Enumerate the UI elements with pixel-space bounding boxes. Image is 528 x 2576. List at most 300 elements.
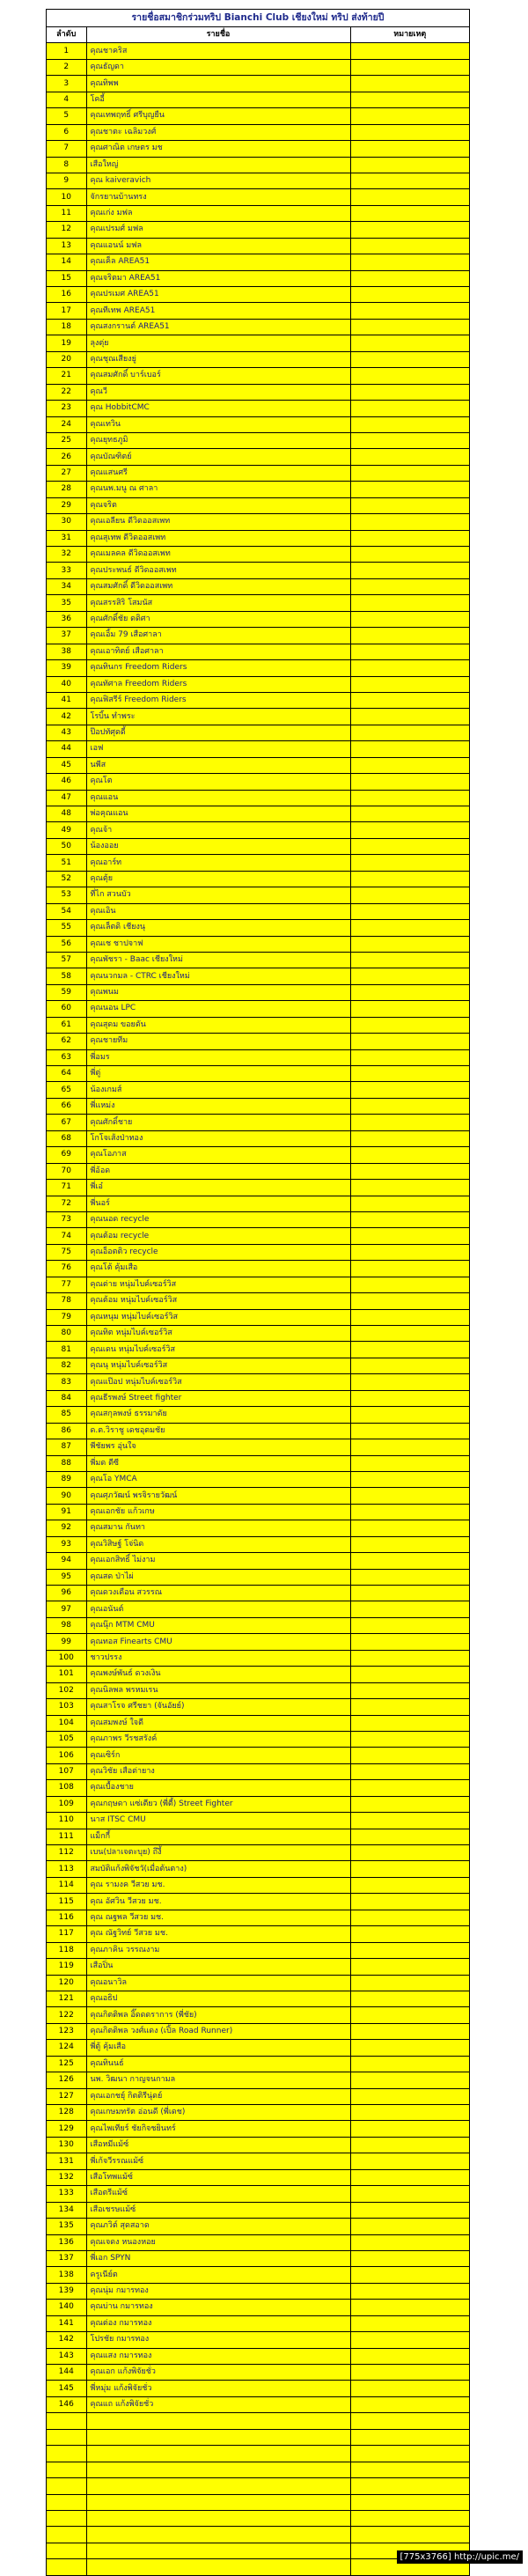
- table-row: [47, 806, 469, 822]
- member-note: [350, 1326, 469, 1342]
- member-name: คุณจริตมา AREA51: [86, 270, 350, 286]
- member-name: พี่อ้อด: [86, 1163, 350, 1179]
- member-note: [350, 368, 469, 384]
- empty-cell: [47, 2510, 86, 2526]
- row-number: 95: [47, 1569, 86, 1585]
- row-number: 43: [47, 725, 86, 740]
- member-name: คุณ ณฐพล วีสวย มช.: [86, 1910, 350, 1925]
- row-number: 55: [47, 920, 86, 936]
- member-note: [350, 1244, 469, 1260]
- table-row: [47, 1763, 469, 1779]
- table-row: [47, 1163, 469, 1179]
- table-row: [47, 1455, 469, 1471]
- table-row: [47, 43, 469, 59]
- member-name: คุณ ณัฐวิทย์ วีสวย มช.: [86, 1926, 350, 1942]
- member-name: คุณสาโรจ ศรีชยา (จันอัยย์): [86, 1699, 350, 1715]
- table-row: [47, 2283, 469, 2299]
- row-number: 66: [47, 1098, 86, 1114]
- table-row: [47, 644, 469, 659]
- member-name: คุณภวิต์ สุดสอาด: [86, 2219, 350, 2234]
- table-row: [47, 709, 469, 725]
- row-number: 104: [47, 1715, 86, 1731]
- member-note: [350, 482, 469, 497]
- table-row: [47, 416, 469, 432]
- empty-cell: [86, 2527, 350, 2543]
- member-name: คุณทีเทพ AREA51: [86, 303, 350, 319]
- row-number: 21: [47, 368, 86, 384]
- row-number: 37: [47, 628, 86, 644]
- member-name: คุณกิตติพล อิ๊ดดดราการ (พี่ชัย): [86, 2007, 350, 2023]
- row-number: 30: [47, 514, 86, 530]
- member-name: คุณทอส Finearts CMU: [86, 1634, 350, 1650]
- empty-cell: [47, 2446, 86, 2462]
- member-name: เสือใหญ่: [86, 157, 350, 173]
- row-number: 91: [47, 1504, 86, 1520]
- table-row: [47, 1261, 469, 1277]
- empty-cell: [86, 2446, 350, 2462]
- member-note: [350, 838, 469, 854]
- member-note: [350, 2300, 469, 2315]
- member-note: [350, 1829, 469, 1844]
- table-row: [47, 1667, 469, 1682]
- member-name: คุณสมาน กันทา: [86, 1520, 350, 1536]
- row-number: 36: [47, 611, 86, 627]
- member-name: เสือตรีแม้ซ์: [86, 2186, 350, 2202]
- table-row: [47, 1959, 469, 1975]
- member-note: [350, 76, 469, 92]
- table-row: [47, 2007, 469, 2023]
- member-name: คุณชายทีม: [86, 1034, 350, 1049]
- row-number: 75: [47, 1244, 86, 1260]
- table-row: [47, 1180, 469, 1196]
- member-name: คุณเปรมศ์ มฟล: [86, 222, 350, 238]
- empty-cell: [86, 2462, 350, 2477]
- member-note: [350, 514, 469, 530]
- member-note: [350, 1098, 469, 1114]
- member-note: [350, 984, 469, 1000]
- member-name: คุณแสนศรี: [86, 465, 350, 481]
- member-note: [350, 1049, 469, 1065]
- member-note: [350, 1731, 469, 1747]
- table-row: [47, 1682, 469, 1698]
- table-row: [47, 903, 469, 919]
- member-note: [350, 2007, 469, 2023]
- row-number: 124: [47, 2040, 86, 2056]
- member-note: [350, 1699, 469, 1715]
- sheet-title: รายชื่อสมาชิกร่วมทริป Bianchi Club เชียงใหม่ ทริป ส่งท้ายปี: [47, 10, 469, 27]
- member-name: น้องออย: [86, 838, 350, 854]
- member-note: [350, 790, 469, 806]
- member-note: [350, 335, 469, 351]
- table-row: [47, 384, 469, 400]
- member-name: คุณโต: [86, 774, 350, 790]
- table-row: [47, 1617, 469, 1633]
- table-row: [47, 124, 469, 140]
- row-number: 74: [47, 1228, 86, 1244]
- member-note: [350, 2219, 469, 2234]
- member-name: คุณเอกสิทธิ์ ไม่งาม: [86, 1553, 350, 1569]
- table-row: [47, 2300, 469, 2315]
- member-name: นพีส: [86, 757, 350, 773]
- table-row: [47, 676, 469, 692]
- member-name: คุณดวงเดือน สวรรณ: [86, 1586, 350, 1601]
- row-number: 69: [47, 1147, 86, 1163]
- member-name: คุณบัณฑิตย์: [86, 449, 350, 465]
- table-row: [47, 2088, 469, 2104]
- row-number: 25: [47, 432, 86, 448]
- member-name: เอฟ: [86, 741, 350, 757]
- table-row: [47, 1861, 469, 1877]
- row-number: 118: [47, 1942, 86, 1958]
- empty-cell: [350, 2446, 469, 2462]
- member-note: [350, 1017, 469, 1033]
- table-row: [47, 1196, 469, 1211]
- member-note: [350, 547, 469, 563]
- table-row: [47, 368, 469, 384]
- empty-cell: [86, 2429, 350, 2445]
- row-number: 12: [47, 222, 86, 238]
- row-number: 76: [47, 1261, 86, 1277]
- table-row: [47, 2186, 469, 2202]
- table-row: [47, 1991, 469, 2006]
- member-note: [350, 108, 469, 124]
- member-note: [350, 1261, 469, 1277]
- row-number: 96: [47, 1586, 86, 1601]
- table-row: [47, 968, 469, 984]
- table-row: [47, 1731, 469, 1747]
- member-note: [350, 1504, 469, 1520]
- row-number: 119: [47, 1959, 86, 1975]
- row-number: 23: [47, 401, 86, 416]
- member-note: [350, 1066, 469, 1082]
- member-note: [350, 1926, 469, 1942]
- member-note: [350, 2169, 469, 2185]
- row-number: 82: [47, 1358, 86, 1373]
- row-number: 120: [47, 1975, 86, 1991]
- member-name: คุณภาพร วีรชสรังค์: [86, 1731, 350, 1747]
- member-name: คุณทิพพ: [86, 76, 350, 92]
- member-name: พี่แหม่ง: [86, 1098, 350, 1114]
- member-name: คุณอนาวิล: [86, 1975, 350, 1991]
- member-note: [350, 1488, 469, 1504]
- row-number: 105: [47, 1731, 86, 1747]
- row-number: 16: [47, 287, 86, 303]
- table-row: [47, 1748, 469, 1763]
- member-note: [350, 141, 469, 157]
- member-note: [350, 222, 469, 238]
- member-note: [350, 1423, 469, 1439]
- member-note: [350, 1942, 469, 1958]
- row-number: 20: [47, 351, 86, 367]
- table-row: [47, 2332, 469, 2348]
- member-note: [350, 2234, 469, 2250]
- table-row: [47, 660, 469, 676]
- member-name: คุณแถ แก้งพิจัยชั่ว: [86, 2396, 350, 2412]
- row-number: 108: [47, 1780, 86, 1796]
- table-row: [47, 1650, 469, 1666]
- row-number: 57: [47, 952, 86, 968]
- row-number: 29: [47, 497, 86, 513]
- empty-cell: [47, 2478, 86, 2494]
- member-name: คุณสกุลพงษ์ ธรรมาดัย: [86, 1407, 350, 1423]
- table-row: [47, 1130, 469, 1146]
- member-note: [350, 1796, 469, 1812]
- row-number: 107: [47, 1763, 86, 1779]
- member-note: [350, 401, 469, 416]
- row-number: 126: [47, 2072, 86, 2088]
- row-number: 144: [47, 2365, 86, 2381]
- member-note: [350, 1358, 469, 1373]
- table-row: [47, 1228, 469, 1244]
- empty-row: [47, 2510, 469, 2526]
- member-name: คุณกิตติพล วงศ์แดง (เปิ้ล Road Runner): [86, 2023, 350, 2039]
- member-note: [350, 903, 469, 919]
- row-number: 40: [47, 676, 86, 692]
- member-note: [350, 205, 469, 221]
- member-name: คุณเช ชาปจาฟ: [86, 936, 350, 952]
- member-table: [47, 27, 469, 2576]
- row-number: 129: [47, 2121, 86, 2137]
- table-row: [47, 1504, 469, 1520]
- table-row: [47, 1780, 469, 1796]
- member-name: คุณอนันต์: [86, 1601, 350, 1617]
- member-note: [350, 92, 469, 107]
- table-row: [47, 1845, 469, 1861]
- row-number: 110: [47, 1813, 86, 1829]
- row-number: 64: [47, 1066, 86, 1082]
- row-number: 123: [47, 2023, 86, 2039]
- member-name: คุณนุ๊ก MTM CMU: [86, 1617, 350, 1633]
- member-name: ชาวปรรง: [86, 1650, 350, 1666]
- member-name: คุณ รามงค วีสวย มช.: [86, 1877, 350, 1893]
- empty-cell: [350, 2510, 469, 2526]
- row-number: 78: [47, 1293, 86, 1309]
- row-number: 133: [47, 2186, 86, 2202]
- table-row: [47, 887, 469, 903]
- member-note: [350, 1975, 469, 1991]
- row-number: 19: [47, 335, 86, 351]
- member-name: พ่อคุณแอน: [86, 806, 350, 822]
- member-name: คุณศักดิ์ชัย ดดิศา: [86, 611, 350, 627]
- member-name: คุณตุ้ย: [86, 871, 350, 887]
- member-note: [350, 1650, 469, 1666]
- member-note: [350, 1634, 469, 1650]
- member-note: [350, 2283, 469, 2299]
- member-name: พี่เอก SPYN: [86, 2250, 350, 2266]
- member-name: คุณต่าย หนุ่มไบค์เซอร์วิส: [86, 1277, 350, 1292]
- member-note: [350, 1309, 469, 1325]
- table-row: [47, 1066, 469, 1082]
- table-row: [47, 1211, 469, 1227]
- row-number: 17: [47, 303, 86, 319]
- table-row: [47, 2121, 469, 2137]
- table-row: [47, 984, 469, 1000]
- member-note: [350, 351, 469, 367]
- table-row: [47, 1017, 469, 1033]
- member-name: พี่อมร: [86, 1049, 350, 1065]
- member-note: [350, 1082, 469, 1098]
- table-row: [47, 2234, 469, 2250]
- member-name: คุณวี: [86, 384, 350, 400]
- row-number: 31: [47, 530, 86, 546]
- member-name: คุณเค็ล AREA51: [86, 254, 350, 270]
- member-note: [350, 1601, 469, 1617]
- member-note: [350, 644, 469, 659]
- member-note: [350, 1861, 469, 1877]
- member-name: คุณสุดม ขอยดัน: [86, 1017, 350, 1033]
- empty-cell: [350, 2429, 469, 2445]
- table-row: [47, 222, 469, 238]
- row-number: 90: [47, 1488, 86, 1504]
- row-number: 7: [47, 141, 86, 157]
- table-row: [47, 692, 469, 708]
- member-note: [350, 2332, 469, 2348]
- member-note: [350, 189, 469, 205]
- table-row: [47, 108, 469, 124]
- member-name: คุณ อัศวิน วีสวย มช.: [86, 1894, 350, 1910]
- empty-cell: [86, 2510, 350, 2526]
- member-note: [350, 871, 469, 887]
- row-number: 83: [47, 1374, 86, 1390]
- table-row: [47, 2072, 469, 2088]
- table-row: [47, 335, 469, 351]
- table-row: [47, 2250, 469, 2266]
- member-name: คุณเกษมทรัต อ่อนดี (พี่เดช): [86, 2105, 350, 2121]
- member-name: พี่มด ดีซี: [86, 1455, 350, 1471]
- member-note: [350, 59, 469, 75]
- member-name: พี่ตู้ คุ้มเสือ: [86, 2040, 350, 2056]
- row-number: 113: [47, 1861, 86, 1877]
- row-number: 122: [47, 2007, 86, 2023]
- table-row: [47, 157, 469, 173]
- member-note: [350, 692, 469, 708]
- table-row: [47, 401, 469, 416]
- member-name: คุณธีรพงษ์ Street fighter: [86, 1390, 350, 1406]
- member-note: [350, 1147, 469, 1163]
- table-row: [47, 757, 469, 773]
- table-row: [47, 1813, 469, 1829]
- member-note: [350, 319, 469, 335]
- member-name: นพ. วิฒนา กาญจนกามล: [86, 2072, 350, 2088]
- row-number: 102: [47, 1682, 86, 1698]
- member-name: เสือหมีแม้ซ์: [86, 2137, 350, 2153]
- member-note: [350, 757, 469, 773]
- member-name: คุณภาคิน วรรณงาม: [86, 1942, 350, 1958]
- table-row: [47, 1553, 469, 1569]
- empty-cell: [350, 2527, 469, 2543]
- member-name: โรบิ้น ทำพระ: [86, 709, 350, 725]
- table-row: [47, 741, 469, 757]
- table-row: [47, 173, 469, 188]
- member-note: [350, 725, 469, 740]
- member-note: [350, 1115, 469, 1130]
- table-row: [47, 2267, 469, 2283]
- member-name: คุณนิลพล พรหมเรน: [86, 1682, 350, 1698]
- table-row: [47, 563, 469, 578]
- member-name: ที่ไก สวนบัว: [86, 887, 350, 903]
- row-number: 46: [47, 774, 86, 790]
- row-number: 142: [47, 2332, 86, 2348]
- member-note: [350, 1163, 469, 1179]
- row-number: 146: [47, 2396, 86, 2412]
- member-name: คุณอาร์ท: [86, 855, 350, 871]
- member-name: พี่นอร์: [86, 1196, 350, 1211]
- table-row: [47, 1975, 469, 1991]
- member-note: [350, 1959, 469, 1975]
- row-number: 140: [47, 2300, 86, 2315]
- row-number: 71: [47, 1180, 86, 1196]
- member-name: คุณเซิร์ก: [86, 1748, 350, 1763]
- row-number: 72: [47, 1196, 86, 1211]
- member-name: คุณต่อง กมารทอง: [86, 2315, 350, 2331]
- row-number: 58: [47, 968, 86, 984]
- row-number: 42: [47, 709, 86, 725]
- member-name: คุณต้อม หนุ่มไบค์เซอร์วิส: [86, 1293, 350, 1309]
- table-row: [47, 1423, 469, 1439]
- row-number: 85: [47, 1407, 86, 1423]
- row-number: 1: [47, 43, 86, 59]
- member-note: [350, 449, 469, 465]
- member-name: คุณสุเทพ ดีวิดออสเพท: [86, 530, 350, 546]
- row-number: 24: [47, 416, 86, 432]
- table-row: [47, 1342, 469, 1358]
- row-number: 41: [47, 692, 86, 708]
- member-note: [350, 1617, 469, 1633]
- member-note: [350, 1277, 469, 1292]
- row-number: 97: [47, 1601, 86, 1617]
- row-number: 48: [47, 806, 86, 822]
- member-note: [350, 741, 469, 757]
- member-note: [350, 1471, 469, 1487]
- member-note: [350, 43, 469, 59]
- row-number: 88: [47, 1455, 86, 1471]
- member-note: [350, 1439, 469, 1455]
- member-note: [350, 1569, 469, 1585]
- table-row: [47, 1471, 469, 1487]
- table-row: [47, 1439, 469, 1455]
- table-row: [47, 2348, 469, 2364]
- member-note: [350, 2040, 469, 2056]
- table-row: [47, 303, 469, 319]
- member-note: [350, 952, 469, 968]
- member-note: [350, 806, 469, 822]
- row-number: 2: [47, 59, 86, 75]
- member-note: [350, 2153, 469, 2169]
- row-number: 111: [47, 1829, 86, 1844]
- row-number: 38: [47, 644, 86, 659]
- member-name: คุณทินนธ์: [86, 2056, 350, 2072]
- member-note: [350, 822, 469, 838]
- row-number: 44: [47, 741, 86, 757]
- member-note: [350, 709, 469, 725]
- member-name: คุณเล็ตดิ เชียงนุ: [86, 920, 350, 936]
- member-note: [350, 2056, 469, 2072]
- row-number: 132: [47, 2169, 86, 2185]
- row-number: 77: [47, 1277, 86, 1292]
- member-name: คุณโอ YMCA: [86, 1471, 350, 1487]
- member-name: คุณศุภวัฒน์ พรจิรายวัฒน์: [86, 1488, 350, 1504]
- table-row: [47, 2315, 469, 2331]
- member-name: ลุงตุ่ย: [86, 335, 350, 351]
- member-name: พี่หมุ่ม แก้งพิจัยชั่ว: [86, 2381, 350, 2396]
- table-row: [47, 2105, 469, 2121]
- row-number: 114: [47, 1877, 86, 1893]
- member-note: [350, 1780, 469, 1796]
- table-row: [47, 238, 469, 254]
- row-number: 80: [47, 1326, 86, 1342]
- row-number: 59: [47, 984, 86, 1000]
- row-number: 70: [47, 1163, 86, 1179]
